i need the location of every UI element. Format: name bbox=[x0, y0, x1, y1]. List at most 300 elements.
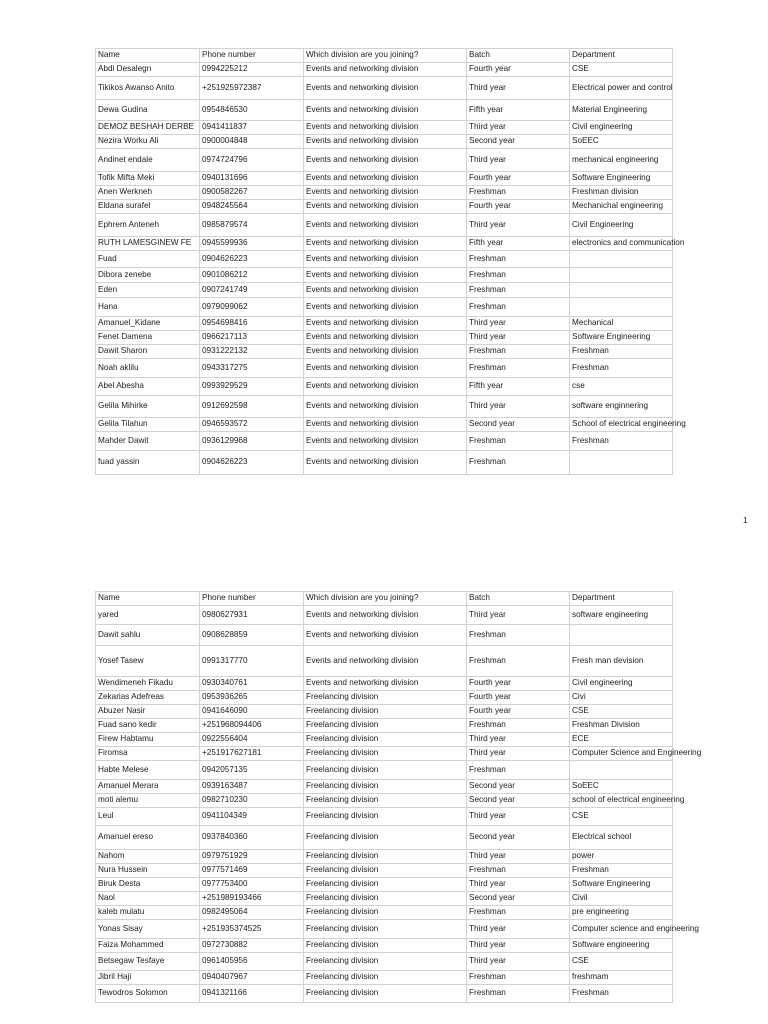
division-cell: Freelancing division bbox=[304, 939, 467, 953]
department-cell: software enginnering bbox=[570, 396, 673, 418]
division-cell: Events and networking division bbox=[304, 283, 467, 298]
phone-cell: +251925972387 bbox=[200, 77, 304, 100]
table-row bbox=[96, 214, 673, 237]
name-cell: DEMOZ BESHAH DERBE bbox=[96, 121, 200, 135]
department-cell: freshmam bbox=[570, 971, 673, 985]
table-row bbox=[96, 985, 673, 1003]
phone-cell: 0980627931 bbox=[200, 606, 304, 625]
table-row bbox=[96, 953, 673, 971]
table-row bbox=[96, 780, 673, 794]
batch-cell: Freshman bbox=[467, 298, 570, 317]
name-cell: Nezira Worku Ali bbox=[96, 135, 200, 149]
phone-cell: 0977571469 bbox=[200, 864, 304, 878]
division-cell: Events and networking division bbox=[304, 200, 467, 214]
department-cell: Freshman bbox=[570, 359, 673, 378]
department-cell: Civil Engineering bbox=[570, 214, 673, 237]
name-cell: Hana bbox=[96, 298, 200, 317]
division-cell: Events and networking division bbox=[304, 186, 467, 200]
phone-cell: 0954698416 bbox=[200, 317, 304, 331]
phone-cell: 0946593572 bbox=[200, 418, 304, 432]
table-row bbox=[96, 121, 673, 135]
phone-cell: 0931222132 bbox=[200, 345, 304, 359]
phone-cell: 0977753400 bbox=[200, 878, 304, 892]
batch-cell: Third year bbox=[467, 214, 570, 237]
name-cell: Dibora zenebe bbox=[96, 268, 200, 283]
department-cell: Material Engineering bbox=[570, 100, 673, 121]
column-header-phone: Phone number bbox=[200, 49, 304, 63]
division-cell: Events and networking division bbox=[304, 100, 467, 121]
batch-cell: Second year bbox=[467, 418, 570, 432]
name-cell: Naol bbox=[96, 892, 200, 906]
batch-cell: Freshman bbox=[467, 451, 570, 475]
division-cell: Freelancing division bbox=[304, 920, 467, 939]
header-row bbox=[96, 592, 673, 606]
division-cell: Events and networking division bbox=[304, 268, 467, 283]
batch-cell: Third year bbox=[467, 920, 570, 939]
batch-cell: Freshman bbox=[467, 864, 570, 878]
column-header-department: Department bbox=[570, 49, 673, 63]
phone-cell: 0982495064 bbox=[200, 906, 304, 920]
table-row bbox=[96, 298, 673, 317]
table-row bbox=[96, 135, 673, 149]
department-cell: cse bbox=[570, 378, 673, 396]
phone-cell: 0974724796 bbox=[200, 149, 304, 172]
name-cell: Gelila Tilahun bbox=[96, 418, 200, 432]
phone-cell: 0943317275 bbox=[200, 359, 304, 378]
batch-cell: Freshman bbox=[467, 646, 570, 677]
department-cell: Software Engineering bbox=[570, 878, 673, 892]
name-cell: fuad yassin bbox=[96, 451, 200, 475]
name-cell: Leul bbox=[96, 808, 200, 826]
department-cell: Civil engineering bbox=[570, 121, 673, 135]
department-cell: ECE bbox=[570, 733, 673, 747]
name-cell: Firew Habtamu bbox=[96, 733, 200, 747]
table-row bbox=[96, 606, 673, 625]
phone-cell: 0979099062 bbox=[200, 298, 304, 317]
column-header-name: Name bbox=[96, 49, 200, 63]
name-cell: Fuad bbox=[96, 251, 200, 268]
division-cell: Events and networking division bbox=[304, 237, 467, 251]
batch-cell: Second year bbox=[467, 826, 570, 850]
column-header-phone: Phone number bbox=[200, 592, 304, 606]
name-cell: Dawit Sharon bbox=[96, 345, 200, 359]
name-cell: Amanuel ereso bbox=[96, 826, 200, 850]
phone-cell: 0948245564 bbox=[200, 200, 304, 214]
department-cell: Mechanical bbox=[570, 317, 673, 331]
table-row bbox=[96, 850, 673, 864]
name-cell: yared bbox=[96, 606, 200, 625]
department-cell: Freshman division bbox=[570, 186, 673, 200]
department-cell: software engineering bbox=[570, 606, 673, 625]
name-cell: Zekarias Adefreas bbox=[96, 691, 200, 705]
department-cell: Civi bbox=[570, 691, 673, 705]
department-cell: Freshman bbox=[570, 345, 673, 359]
phone-cell: 0901086212 bbox=[200, 268, 304, 283]
column-header-name: Name bbox=[96, 592, 200, 606]
table-row bbox=[96, 172, 673, 186]
column-header-batch: Batch bbox=[467, 49, 570, 63]
name-cell: Gelila Mihirke bbox=[96, 396, 200, 418]
phone-cell: 0900004848 bbox=[200, 135, 304, 149]
division-cell: Freelancing division bbox=[304, 826, 467, 850]
batch-cell: Fourth year bbox=[467, 705, 570, 719]
batch-cell: Freshman bbox=[467, 186, 570, 200]
department-cell: Software Engineering bbox=[570, 331, 673, 345]
registration-table-page-1 bbox=[95, 48, 686, 475]
table-row bbox=[96, 77, 673, 100]
phone-cell: 0954846530 bbox=[200, 100, 304, 121]
name-cell: Nura Hussein bbox=[96, 864, 200, 878]
division-cell: Events and networking division bbox=[304, 149, 467, 172]
phone-cell: 0904626223 bbox=[200, 451, 304, 475]
department-cell: Software engineering bbox=[570, 939, 673, 953]
batch-cell: Freshman bbox=[467, 432, 570, 451]
name-cell: Betsegaw Tesfaye bbox=[96, 953, 200, 971]
name-cell: Jibril Haji bbox=[96, 971, 200, 985]
batch-cell: Fifth year bbox=[467, 100, 570, 121]
name-cell: Tikikos Awanso Anito bbox=[96, 77, 200, 100]
column-header-department: Department bbox=[570, 592, 673, 606]
table-row bbox=[96, 396, 673, 418]
batch-cell: Freshman bbox=[467, 283, 570, 298]
division-cell: Events and networking division bbox=[304, 359, 467, 378]
department-cell: CSE bbox=[570, 63, 673, 77]
division-cell: Events and networking division bbox=[304, 63, 467, 77]
name-cell: Abel Abesha bbox=[96, 378, 200, 396]
division-cell: Freelancing division bbox=[304, 878, 467, 892]
division-cell: Freelancing division bbox=[304, 761, 467, 780]
page-number: 1 bbox=[743, 515, 748, 525]
division-cell: Events and networking division bbox=[304, 121, 467, 135]
batch-cell: Third year bbox=[467, 850, 570, 864]
batch-cell: Fourth year bbox=[467, 677, 570, 691]
name-cell: Abuzer Nasir bbox=[96, 705, 200, 719]
division-cell: Events and networking division bbox=[304, 214, 467, 237]
batch-cell: Third year bbox=[467, 149, 570, 172]
phone-cell: 0930340761 bbox=[200, 677, 304, 691]
phone-cell: 0966217113 bbox=[200, 331, 304, 345]
table-row bbox=[96, 761, 673, 780]
department-cell bbox=[570, 451, 673, 475]
department-cell: Software Engineering bbox=[570, 172, 673, 186]
name-cell: Faiza Mohammed bbox=[96, 939, 200, 953]
table-row bbox=[96, 920, 673, 939]
batch-cell: Third year bbox=[467, 121, 570, 135]
table-row bbox=[96, 878, 673, 892]
department-cell: Computer Science and Engineering bbox=[570, 747, 673, 761]
registration-table-page-2 bbox=[95, 591, 702, 1003]
table-row bbox=[96, 646, 673, 677]
division-cell: Freelancing division bbox=[304, 733, 467, 747]
division-cell: Events and networking division bbox=[304, 172, 467, 186]
department-cell bbox=[570, 251, 673, 268]
name-cell: RUTH LAMESGINEW FE bbox=[96, 237, 200, 251]
division-cell: Freelancing division bbox=[304, 691, 467, 705]
table-row bbox=[96, 939, 673, 953]
name-cell: Yosef Tasew bbox=[96, 646, 200, 677]
phone-cell: 0979751929 bbox=[200, 850, 304, 864]
division-cell: Events and networking division bbox=[304, 345, 467, 359]
phone-cell: 0941646090 bbox=[200, 705, 304, 719]
table-row bbox=[96, 378, 673, 396]
batch-cell: Freshman bbox=[467, 251, 570, 268]
name-cell: Fuad sano kedir bbox=[96, 719, 200, 733]
department-cell: Freshman bbox=[570, 432, 673, 451]
division-cell: Events and networking division bbox=[304, 77, 467, 100]
name-cell: Noah aklilu bbox=[96, 359, 200, 378]
batch-cell: Fourth year bbox=[467, 200, 570, 214]
table-row bbox=[96, 747, 673, 761]
table-row bbox=[96, 268, 673, 283]
batch-cell: Third year bbox=[467, 747, 570, 761]
table-row bbox=[96, 794, 673, 808]
table-row bbox=[96, 625, 673, 646]
batch-cell: Fourth year bbox=[467, 63, 570, 77]
table-row bbox=[96, 864, 673, 878]
department-cell bbox=[570, 283, 673, 298]
table-row bbox=[96, 892, 673, 906]
phone-cell: 0942057135 bbox=[200, 761, 304, 780]
batch-cell: Fifth year bbox=[467, 237, 570, 251]
division-cell: Events and networking division bbox=[304, 378, 467, 396]
department-cell: School of electrical engineering bbox=[570, 418, 673, 432]
department-cell: Civil engineering bbox=[570, 677, 673, 691]
department-cell: Fresh man devision bbox=[570, 646, 673, 677]
phone-cell: 0940407967 bbox=[200, 971, 304, 985]
table-row bbox=[96, 705, 673, 719]
table-row bbox=[96, 719, 673, 733]
batch-cell: Freshman bbox=[467, 971, 570, 985]
division-cell: Freelancing division bbox=[304, 953, 467, 971]
department-cell: mechanical engineering bbox=[570, 149, 673, 172]
batch-cell: Freshman bbox=[467, 345, 570, 359]
phone-cell: 0904626223 bbox=[200, 251, 304, 268]
table-row bbox=[96, 451, 673, 475]
column-header-division: Which division are you joining? bbox=[304, 592, 467, 606]
phone-cell: 0945599936 bbox=[200, 237, 304, 251]
division-cell: Events and networking division bbox=[304, 298, 467, 317]
table-row bbox=[96, 331, 673, 345]
department-cell: CSE bbox=[570, 808, 673, 826]
phone-cell: 0953936265 bbox=[200, 691, 304, 705]
division-cell: Events and networking division bbox=[304, 646, 467, 677]
phone-cell: 0940131696 bbox=[200, 172, 304, 186]
batch-cell: Third year bbox=[467, 878, 570, 892]
batch-cell: Third year bbox=[467, 953, 570, 971]
table-row bbox=[96, 283, 673, 298]
table-row bbox=[96, 677, 673, 691]
name-cell: Dawit sahlu bbox=[96, 625, 200, 646]
table-row bbox=[96, 432, 673, 451]
division-cell: Events and networking division bbox=[304, 396, 467, 418]
batch-cell: Freshman bbox=[467, 761, 570, 780]
batch-cell: Third year bbox=[467, 77, 570, 100]
batch-cell: Fourth year bbox=[467, 172, 570, 186]
division-cell: Events and networking division bbox=[304, 625, 467, 646]
name-cell: Firomsa bbox=[96, 747, 200, 761]
phone-cell: 0941321166 bbox=[200, 985, 304, 1003]
division-cell: Freelancing division bbox=[304, 864, 467, 878]
table-row bbox=[96, 418, 673, 432]
batch-cell: Freshman bbox=[467, 906, 570, 920]
name-cell: Dewa Gudina bbox=[96, 100, 200, 121]
department-cell: Electrical power and control bbox=[570, 77, 673, 100]
table-row bbox=[96, 317, 673, 331]
department-cell bbox=[570, 268, 673, 283]
division-cell: Events and networking division bbox=[304, 418, 467, 432]
batch-cell: Freshman bbox=[467, 625, 570, 646]
name-cell: moti alemu bbox=[96, 794, 200, 808]
name-cell: Amanuel_Kidane bbox=[96, 317, 200, 331]
department-cell: Civil bbox=[570, 892, 673, 906]
batch-cell: Second year bbox=[467, 135, 570, 149]
batch-cell: Third year bbox=[467, 331, 570, 345]
phone-cell: 0972730882 bbox=[200, 939, 304, 953]
table-row bbox=[96, 63, 673, 77]
table-row bbox=[96, 237, 673, 251]
department-cell bbox=[570, 625, 673, 646]
division-cell: Freelancing division bbox=[304, 747, 467, 761]
name-cell: Wendimeneh Fikadu bbox=[96, 677, 200, 691]
table-row bbox=[96, 691, 673, 705]
phone-cell: +251935374525 bbox=[200, 920, 304, 939]
table-row bbox=[96, 359, 673, 378]
division-cell: Freelancing division bbox=[304, 794, 467, 808]
department-cell: SoEEC bbox=[570, 135, 673, 149]
department-cell: SoEEC bbox=[570, 780, 673, 794]
name-cell: Ephrem Anteneh bbox=[96, 214, 200, 237]
department-cell: school of electrical engineering bbox=[570, 794, 673, 808]
batch-cell: Third year bbox=[467, 808, 570, 826]
phone-cell: 0994225212 bbox=[200, 63, 304, 77]
batch-cell: Third year bbox=[467, 733, 570, 747]
name-cell: Eden bbox=[96, 283, 200, 298]
table-row bbox=[96, 345, 673, 359]
batch-cell: Freshman bbox=[467, 359, 570, 378]
name-cell: Mahder Dawit bbox=[96, 432, 200, 451]
name-cell: Nahom bbox=[96, 850, 200, 864]
division-cell: Freelancing division bbox=[304, 780, 467, 794]
column-header-division: Which division are you joining? bbox=[304, 49, 467, 63]
phone-cell: 0937840360 bbox=[200, 826, 304, 850]
division-cell: Events and networking division bbox=[304, 451, 467, 475]
department-cell bbox=[570, 298, 673, 317]
department-cell: Electrical school bbox=[570, 826, 673, 850]
phone-cell: 0941411837 bbox=[200, 121, 304, 135]
table-row bbox=[96, 251, 673, 268]
division-cell: Events and networking division bbox=[304, 135, 467, 149]
department-cell: Mechanichal engineering bbox=[570, 200, 673, 214]
name-cell: Tewodros Solomon bbox=[96, 985, 200, 1003]
phone-cell: 0991317770 bbox=[200, 646, 304, 677]
phone-cell: +251968094406 bbox=[200, 719, 304, 733]
batch-cell: Fifth year bbox=[467, 378, 570, 396]
division-cell: Events and networking division bbox=[304, 606, 467, 625]
phone-cell: +251917627181 bbox=[200, 747, 304, 761]
department-cell: Freshman Division bbox=[570, 719, 673, 733]
batch-cell: Freshman bbox=[467, 985, 570, 1003]
department-cell bbox=[570, 761, 673, 780]
phone-cell: 0985879574 bbox=[200, 214, 304, 237]
phone-cell: 0939163487 bbox=[200, 780, 304, 794]
batch-cell: Third year bbox=[467, 317, 570, 331]
table-row bbox=[96, 100, 673, 121]
name-cell: Amanuel Merara bbox=[96, 780, 200, 794]
batch-cell: Second year bbox=[467, 780, 570, 794]
phone-cell: 0936129968 bbox=[200, 432, 304, 451]
department-cell: CSE bbox=[570, 705, 673, 719]
division-cell: Freelancing division bbox=[304, 719, 467, 733]
name-cell: Andinet endale bbox=[96, 149, 200, 172]
column-header-batch: Batch bbox=[467, 592, 570, 606]
name-cell: Eldana surafel bbox=[96, 200, 200, 214]
division-cell: Freelancing division bbox=[304, 850, 467, 864]
batch-cell: Freshman bbox=[467, 719, 570, 733]
phone-cell: 0907241749 bbox=[200, 283, 304, 298]
department-cell: CSE bbox=[570, 953, 673, 971]
department-cell: pre engineering bbox=[570, 906, 673, 920]
phone-cell: 0900582267 bbox=[200, 186, 304, 200]
division-cell: Freelancing division bbox=[304, 705, 467, 719]
phone-cell: 0908628859 bbox=[200, 625, 304, 646]
name-cell: Anen Werkneh bbox=[96, 186, 200, 200]
division-cell: Events and networking division bbox=[304, 432, 467, 451]
batch-cell: Second year bbox=[467, 794, 570, 808]
phone-cell: 0941104349 bbox=[200, 808, 304, 826]
department-cell: Freshman bbox=[570, 985, 673, 1003]
name-cell: Fenet Damena bbox=[96, 331, 200, 345]
division-cell: Freelancing division bbox=[304, 985, 467, 1003]
batch-cell: Third year bbox=[467, 939, 570, 953]
department-cell: electronics and communication bbox=[570, 237, 673, 251]
batch-cell: Third year bbox=[467, 606, 570, 625]
division-cell: Events and networking division bbox=[304, 251, 467, 268]
phone-cell: +251989193466 bbox=[200, 892, 304, 906]
division-cell: Freelancing division bbox=[304, 892, 467, 906]
division-cell: Freelancing division bbox=[304, 906, 467, 920]
table-row bbox=[96, 971, 673, 985]
batch-cell: Freshman bbox=[467, 268, 570, 283]
table-row bbox=[96, 808, 673, 826]
batch-cell: Fourth year bbox=[467, 691, 570, 705]
table-row bbox=[96, 149, 673, 172]
department-cell: Freshman bbox=[570, 864, 673, 878]
batch-cell: Second year bbox=[467, 892, 570, 906]
division-cell: Events and networking division bbox=[304, 317, 467, 331]
table-row bbox=[96, 186, 673, 200]
name-cell: Yonas Sisay bbox=[96, 920, 200, 939]
phone-cell: 0961405956 bbox=[200, 953, 304, 971]
header-row bbox=[96, 49, 673, 63]
table-row bbox=[96, 733, 673, 747]
name-cell: Habte Melese bbox=[96, 761, 200, 780]
phone-cell: 0912692598 bbox=[200, 396, 304, 418]
phone-cell: 0993929529 bbox=[200, 378, 304, 396]
table-row bbox=[96, 200, 673, 214]
table-row bbox=[96, 826, 673, 850]
division-cell: Events and networking division bbox=[304, 677, 467, 691]
name-cell: Tofik Mifta Meki bbox=[96, 172, 200, 186]
division-cell: Events and networking division bbox=[304, 331, 467, 345]
name-cell: kaleb mulatu bbox=[96, 906, 200, 920]
phone-cell: 0922556404 bbox=[200, 733, 304, 747]
division-cell: Freelancing division bbox=[304, 808, 467, 826]
department-cell: Computer science and engineering bbox=[570, 920, 673, 939]
name-cell: Biruk Desta bbox=[96, 878, 200, 892]
batch-cell: Third year bbox=[467, 396, 570, 418]
phone-cell: 0982710230 bbox=[200, 794, 304, 808]
division-cell: Freelancing division bbox=[304, 971, 467, 985]
